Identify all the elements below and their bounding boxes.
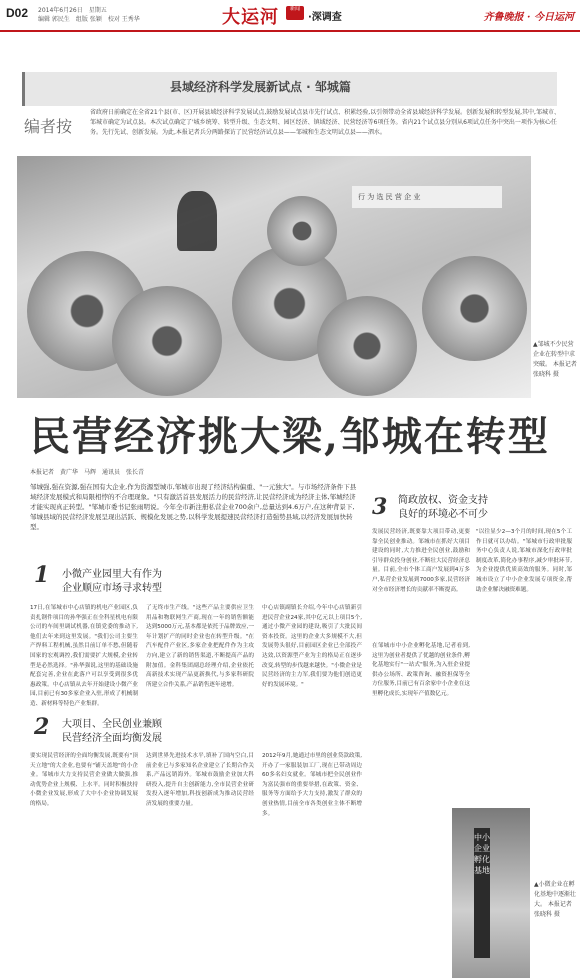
article-column: "以往显少2—3个月的时间,现在5个工作日就可以办结。"邹城市行政审批服务中心负责人说,邹城市深化行政审批制度改革,简化办事程序,减少审批环节,为企业提供优质高效的服务。同时,邹城市设立了中小企业发展专项资金,帮助企业解决融资难题。 — [476, 529, 572, 593]
page-header — [0, 0, 580, 32]
brand-logo: 大运河 — [222, 7, 279, 28]
subhead-2: 大项目、全民创业兼顾 民营经济全面均衡发展 — [62, 719, 162, 744]
page-number: D02 — [6, 6, 29, 20]
article-column: 中心店镇副镇长介绍,今年中心店镇新引进民营企业24家,其中亿元以上项目5个,通过小微产业园的建设,吸引了大批民间资本投资。这里的企业大多规模不大,但发展势头很好,目前园区企业已全部投产达效,以资源型产业为主的格局正在逐步改变,转型的步伐越来越快。"小微企业是民营经济的主力军,我们要为他们创造更好的发展环境。" — [262, 605, 362, 688]
factory-banner-sign: 行 为 选 民 营 企 业 — [352, 186, 502, 208]
article-byline: 本报记者 黄广华 马辉 通讯员 张长青 — [30, 469, 145, 476]
subhead-3: 简政放权、资金支持 良好的环境必不可少 — [398, 495, 488, 520]
editor-note-label: 编者按 — [24, 117, 73, 136]
editor-note-text: 省政府日前确定在全省21个县(市、区)开展县域经济科学发展试点,鼓励发展试点县市先行试点、积累经验,以引领带动全省县域经济科学发展。创新发展和转型发展,其中,邹城市、邹城市确定为试点县。本次试点确定了'城乡统筹、转型升级、生态文明、园区经济、镇域经济、民营经济等6项任务。省内21个试点县分别从6项试点任务中突出一项作为核心任务。先行先试、创新发展。为此,本报记者兵分两路探访了民营经济试点县——邹城和生态文明试点县——泗水。 — [90, 109, 560, 136]
factory-photo — [17, 156, 531, 398]
article-column: 了无终市生产线。"这些产品主要供应卫生用品和物联网生产商,现在一年的销售额能达到5000万元,基本都是依托于品牌效应,一年计划扩产的同时企业也在转型升级。"在汽车配件产业区,多家企业把配件作为主攻方向,建立了新的销售渠道,不断提高产品的附加值。金科集团副总经理介绍,企业依托高新技术实现产品更新换代,与多家科研院所建立合作关系,产品销售逐年递增。 — [146, 605, 254, 688]
fabric-roll — [112, 286, 222, 396]
fabric-roll — [267, 196, 337, 266]
article-column: 在邹城市中小企业孵化基地,记者看到,这里为创业者提供了优越的创业条件,孵化基地实行"一站式"服务,为入驻企业提供办公场所、政策咨询、融资担保等全方位服务,目前已有百余家中小企业在这里孵化成长,实现年产值数亿元。 — [372, 643, 470, 697]
series-banner — [22, 72, 557, 106]
issue-date: 2014年6月26日 星期五 — [38, 7, 107, 14]
article-headline: 民营经济挑大梁,邹城在转型 — [30, 413, 550, 460]
editor-credits: 编辑 郭民生 组版 张颖 校对 王秀华 — [38, 16, 140, 23]
brand-badge: 新闻 — [286, 6, 304, 20]
article-column: 17日,在邹城市中心店镇的机电产业园区,负责扎钢件项目的孙华强正在全科星机电有限公司的车间里调试机器,在镇党委的推动下,他们去年来到这里发展。"我们公司主要生产焊料工程机械,虽然目前订单不愁,但随着国家的宏观调控,我们需要扩大规模,企业转型是必然选择。"孙华强说,这里的基础设施配套完善,企业在此落户可以享受到很多优惠政策。中心店镇从去年开始建设小微产业园,目前已有30多家企业入驻,形成了机械制造、新材料等特色产业集群。 — [30, 605, 138, 707]
fabric-roll — [422, 256, 527, 361]
newspaper-masthead: 齐鲁晚报 · 今日运河 — [483, 12, 574, 23]
article-column: 达到世界先进技术水平,填补了国内空白,目前企业已与多家知名企业建立了长期合作关系,产品远销海外。邹城市鼓励企业加大科研投入,提升自主创新能力,全市民营企业研发投入逐年增加,科技创新成为推动民营经济发展的重要力量。 — [146, 753, 254, 807]
article-column: 要实现民营经济的全面均衡发展,既要有"顶天立地"的大企业,也要有"铺天盖地"的小企业。邹城市大力支持民营企业做大做强,推动优势企业上规模、上水平。同时积极扶持小微企业发展,形成了大中小企业协调发展的格局。 — [30, 753, 138, 807]
fabric-roll — [317, 296, 417, 396]
series-title: 县域经济科学发展新试点 · 邹城篇 — [170, 80, 351, 94]
article-column: 发展民营经济,既要靠大项目带动,更要靠全民创业推动。邹城市在抓好大项目建设的同时,大力推进全民创业,鼓励和引导群众投身创业,不断壮大民营经济总量。目前,全市个体工商户发展到4万多户,私营企业发展到7000多家,民营经济对全市经济增长的贡献率不断提高。 — [372, 529, 470, 593]
subhead-1: 小微产业园里大有作为 企业顺应市场寻求转型 — [62, 569, 162, 594]
section-name: ·深调查 — [308, 12, 342, 23]
incubator-photo — [452, 808, 530, 978]
article-lead: 邹城强,强在资源,强在国有大企业,作为资源型城市,邹城市出现了经济结构偏重、"一元独大"。与市场经济条件下县域经济发展模式和局限相悖的不合理现象。"只有激活首县发展活力的民营经济,让民营经济成为经济主体,邹城经济才能实现真正转型。"邹城市委书记张雨明说。今年全市新注册私营企业700余户,总量达到4.6万户,在这种背景下,邹城县域的民营经济发展呈现出活跃、规模化发展之势,以科学发展提速民营经济打造强势县域,以经济发展加快转型。 — [30, 483, 357, 531]
article-column: 2012年9月,她通过市里的创业贷款政策,开办了一家服装加工厂,现在已带动周边60多名妇女就业。邹城市把全民创业作为富民强市的重要举措,在政策、资金、服务等方面给予大力支持,激发了群众的创业热情,目前全市各类创业主体不断增多。 — [262, 753, 362, 817]
subhead-number-1: 1 — [34, 562, 50, 588]
incubator-sign: 中小企业孵化基地 — [474, 828, 490, 958]
subhead-number-3: 3 — [372, 494, 388, 520]
photo-caption: ▲邹城不少民营企业在转型中求突破。 本报记者 张晓科 摄 — [533, 341, 577, 378]
photo2-caption: ▲小微企业在孵化基地中逐渐壮大。 本报记者 张晓科 摄 — [534, 881, 577, 918]
subhead-number-2: 2 — [34, 714, 50, 740]
worker-figure — [177, 191, 217, 251]
